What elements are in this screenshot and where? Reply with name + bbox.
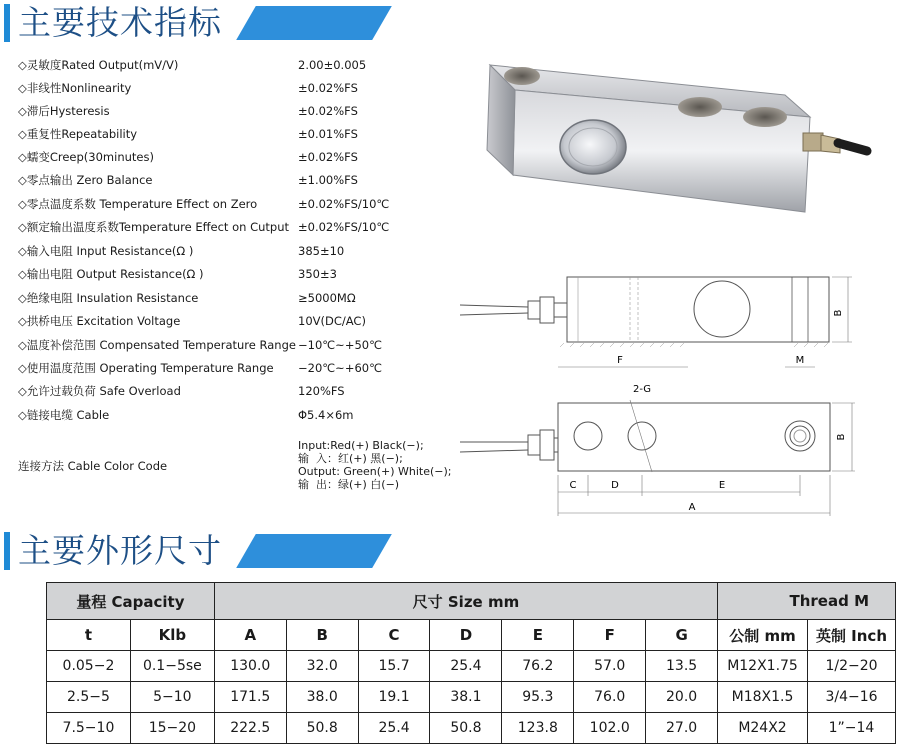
subheader-cell: D	[430, 620, 502, 651]
subheader-cell: 公制 mm	[718, 620, 808, 651]
table-cell: 13.5	[646, 651, 718, 682]
spec-label: ◇温度补偿范围 Compensated Temperature Range	[18, 338, 296, 352]
top-view-drawing	[460, 380, 860, 520]
spec-value: 120%FS	[298, 384, 345, 398]
table-cell: 15.7	[358, 651, 430, 682]
dim-label-a: A	[688, 502, 696, 513]
table-cell: 38.0	[286, 682, 358, 713]
table-group-header-row	[47, 583, 896, 620]
spec-value: Φ5.4×6m	[298, 408, 354, 422]
spec-label: ◇非线性Nonlinearity	[18, 81, 132, 95]
spec-value: 350±3	[298, 267, 337, 281]
subheader-cell: A	[214, 620, 286, 651]
table-cell: 27.0	[646, 713, 718, 744]
table-row	[47, 682, 896, 713]
table-cell: M24X2	[718, 713, 808, 744]
spec-label: ◇拱桥电压 Excitation Voltage	[18, 314, 181, 328]
spec-row	[18, 240, 898, 263]
dim-label-b: B	[833, 309, 844, 317]
spec-label: ◇重复性Repeatability	[18, 127, 138, 141]
table-cell: 76.0	[574, 682, 646, 713]
subheader-cell: t	[47, 620, 131, 651]
dim-label-e: E	[718, 480, 726, 491]
table-cell: 3/4−16	[807, 682, 895, 713]
spec-value: −10℃~+50℃	[298, 338, 383, 352]
table-cell: 19.1	[358, 682, 430, 713]
header-size: 尺寸 Size mm	[214, 583, 717, 620]
subheader-cell: Klb	[130, 620, 214, 651]
dim-label-m: M	[795, 355, 805, 366]
subheader-cell: E	[502, 620, 574, 651]
spec-value: ±0.02%FS	[298, 81, 358, 95]
section-slant-decoration	[236, 534, 392, 568]
side-view-drawing	[460, 265, 860, 375]
table-cell: 50.8	[286, 713, 358, 744]
table-cell: 25.4	[430, 651, 502, 682]
spec-value: ±0.02%FS	[298, 150, 358, 164]
table-cell: M18X1.5	[718, 682, 808, 713]
table-cell: 15−20	[130, 713, 214, 744]
header-thread: Thread M	[718, 583, 896, 620]
table-cell: 50.8	[430, 713, 502, 744]
spec-value: ±0.01%FS	[298, 127, 358, 141]
section-header-dimensions	[0, 528, 904, 574]
section-slant-decoration	[236, 6, 392, 40]
table-cell: 2.5−5	[47, 682, 131, 713]
spec-value: 10V(DC/AC)	[298, 314, 366, 328]
table-cell: 1”−14	[807, 713, 895, 744]
table-cell: 20.0	[646, 682, 718, 713]
spec-label: ◇绝缘电阻 Insulation Resistance	[18, 291, 199, 305]
dim-label-c: C	[569, 480, 577, 491]
section-accent-bar	[4, 532, 10, 570]
table-subheader-row	[47, 620, 896, 651]
dim-label-d: D	[611, 480, 619, 491]
spec-label: ◇额定输出温度系数Temperature Effect on Cutput	[18, 220, 290, 234]
load-cell-photo	[455, 55, 875, 220]
table-cell: 76.2	[502, 651, 574, 682]
table-cell: 102.0	[574, 713, 646, 744]
header-capacity: 量程 Capacity	[47, 583, 215, 620]
spec-label: ◇滞后Hysteresis	[18, 104, 110, 118]
dim-label-g: 2-G	[632, 384, 652, 395]
table-cell: 123.8	[502, 713, 574, 744]
section-accent-bar	[4, 4, 10, 42]
table-cell: 38.1	[430, 682, 502, 713]
table-cell: 5−10	[130, 682, 214, 713]
spec-label: ◇零点输出 Zero Balance	[18, 173, 153, 187]
spec-label: ◇链接电缆 Cable	[18, 408, 110, 422]
table-cell: 32.0	[286, 651, 358, 682]
spec-label: ◇输出电阻 Output Resistance(Ω )	[18, 267, 204, 281]
table-row	[47, 651, 896, 682]
subheader-cell: C	[358, 620, 430, 651]
cable-color-text: Input:Red(+) Black(−); 输 入：红(+) 黑(−); Output: Green(+) White(−); 输 出：绿(+) 白(−)	[298, 439, 452, 491]
subheader-cell: B	[286, 620, 358, 651]
table-cell: 0.05−2	[47, 651, 131, 682]
section-title-dimensions: 主要外形尺寸	[18, 531, 222, 570]
dim-label-f: F	[617, 355, 623, 366]
table-cell: 1/2−20	[807, 651, 895, 682]
spec-label: ◇零点温度系数 Temperature Effect on Zero	[18, 197, 258, 211]
table-cell: 57.0	[574, 651, 646, 682]
table-row	[47, 713, 896, 744]
table-cell: 171.5	[214, 682, 286, 713]
table-cell: 130.0	[214, 651, 286, 682]
table-cell: 0.1−5se	[130, 651, 214, 682]
spec-label: ◇输入电阻 Input Resistance(Ω )	[18, 244, 194, 258]
spec-value: ≥5000MΩ	[298, 291, 356, 305]
table-cell: M12X1.75	[718, 651, 808, 682]
table-cell: 7.5−10	[47, 713, 131, 744]
subheader-cell: 英制 Inch	[807, 620, 895, 651]
dim-label-b: B	[836, 433, 847, 441]
subheader-cell: F	[574, 620, 646, 651]
spec-value: ±0.02%FS/10℃	[298, 197, 390, 211]
table-cell: 222.5	[214, 713, 286, 744]
spec-value: ±0.02%FS	[298, 104, 358, 118]
cable-color-label: 连接方法 Cable Color Code	[18, 459, 168, 473]
section-title-specs: 主要技术指标	[18, 3, 222, 42]
spec-value: ±1.00%FS	[298, 173, 358, 187]
spec-value: 2.00±0.005	[298, 58, 367, 72]
spec-label: ◇使用温度范围 Operating Temperature Range	[18, 361, 274, 375]
dimensions-table	[46, 582, 896, 744]
table-cell: 25.4	[358, 713, 430, 744]
spec-value: −20℃~+60℃	[298, 361, 383, 375]
section-header-specs	[0, 0, 904, 46]
table-cell: 95.3	[502, 682, 574, 713]
spec-label: ◇灵敏度Rated Output(mV/V)	[18, 58, 179, 72]
subheader-cell: G	[646, 620, 718, 651]
spec-value: 385±10	[298, 244, 345, 258]
spec-label: ◇允许过载负荷 Safe Overload	[18, 384, 181, 398]
spec-label: ◇蠕变Creep(30minutes)	[18, 150, 154, 164]
spec-value: ±0.02%FS/10℃	[298, 220, 390, 234]
